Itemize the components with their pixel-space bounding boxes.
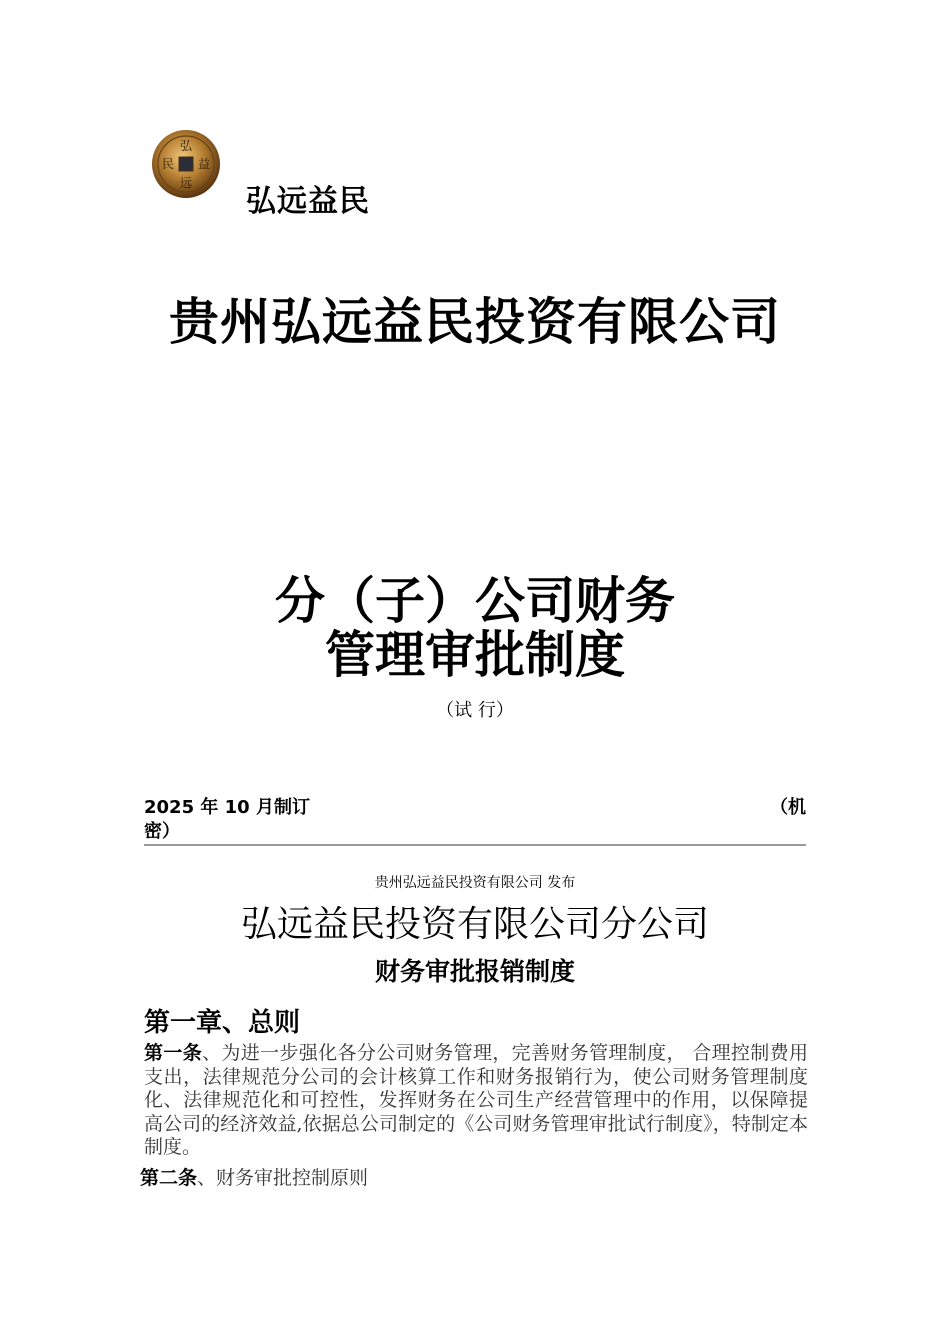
issue-date: 2025 年 10 月制订 bbox=[144, 797, 310, 818]
article-2-paragraph bbox=[140, 1166, 368, 1190]
article-1-number: 第一条 bbox=[144, 1042, 203, 1064]
chapter-heading: 第一章、总则 bbox=[144, 1008, 301, 1038]
trial-label: （试 行） bbox=[436, 700, 514, 721]
seal-char-right: 益 bbox=[197, 157, 211, 171]
publisher-line: 贵州弘远益民投资有限公司 发布 bbox=[374, 875, 576, 891]
header-divider bbox=[144, 844, 806, 846]
article-1-text: 、为进一步强化各分公司财务管理，完善财务管理制度， 合理控制费用支出，法律规范分公司的会计核算工作和财务报销行为，使公司财务管理制度化、法律规范化和可控性，发挥财务在公司生产经营管理中的作用，以保障提高公司的经济效益,依据总公司制定的《公司财务管理审批试行制度》，特制定本制度。 bbox=[144, 1042, 808, 1158]
article-2-text: 、财务审批控制原则 bbox=[197, 1167, 369, 1189]
seal-char-left: 民 bbox=[161, 157, 175, 171]
document-title-line1: 分（子）公司财务 bbox=[275, 572, 675, 630]
company-name-heading: 贵州弘远益民投资有限公司 bbox=[169, 293, 781, 351]
section-title: 弘远益民投资有限公司分公司 bbox=[240, 904, 709, 945]
seal-char-top: 弘 bbox=[179, 139, 193, 153]
article-1-paragraph bbox=[144, 1042, 808, 1160]
section-subtitle: 财务审批报销制度 bbox=[374, 957, 575, 986]
article-2-number: 第二条 bbox=[140, 1167, 198, 1189]
brand-name: 弘远益民 bbox=[246, 184, 370, 219]
document-title bbox=[0, 574, 950, 682]
confidential-mark-end: 密） bbox=[144, 821, 180, 842]
document-title-line2: 管理审批制度 bbox=[325, 626, 625, 684]
seal-char-bottom: 远 bbox=[179, 176, 193, 190]
confidential-mark-start: （机 bbox=[770, 797, 806, 818]
company-seal-logo bbox=[150, 128, 222, 200]
